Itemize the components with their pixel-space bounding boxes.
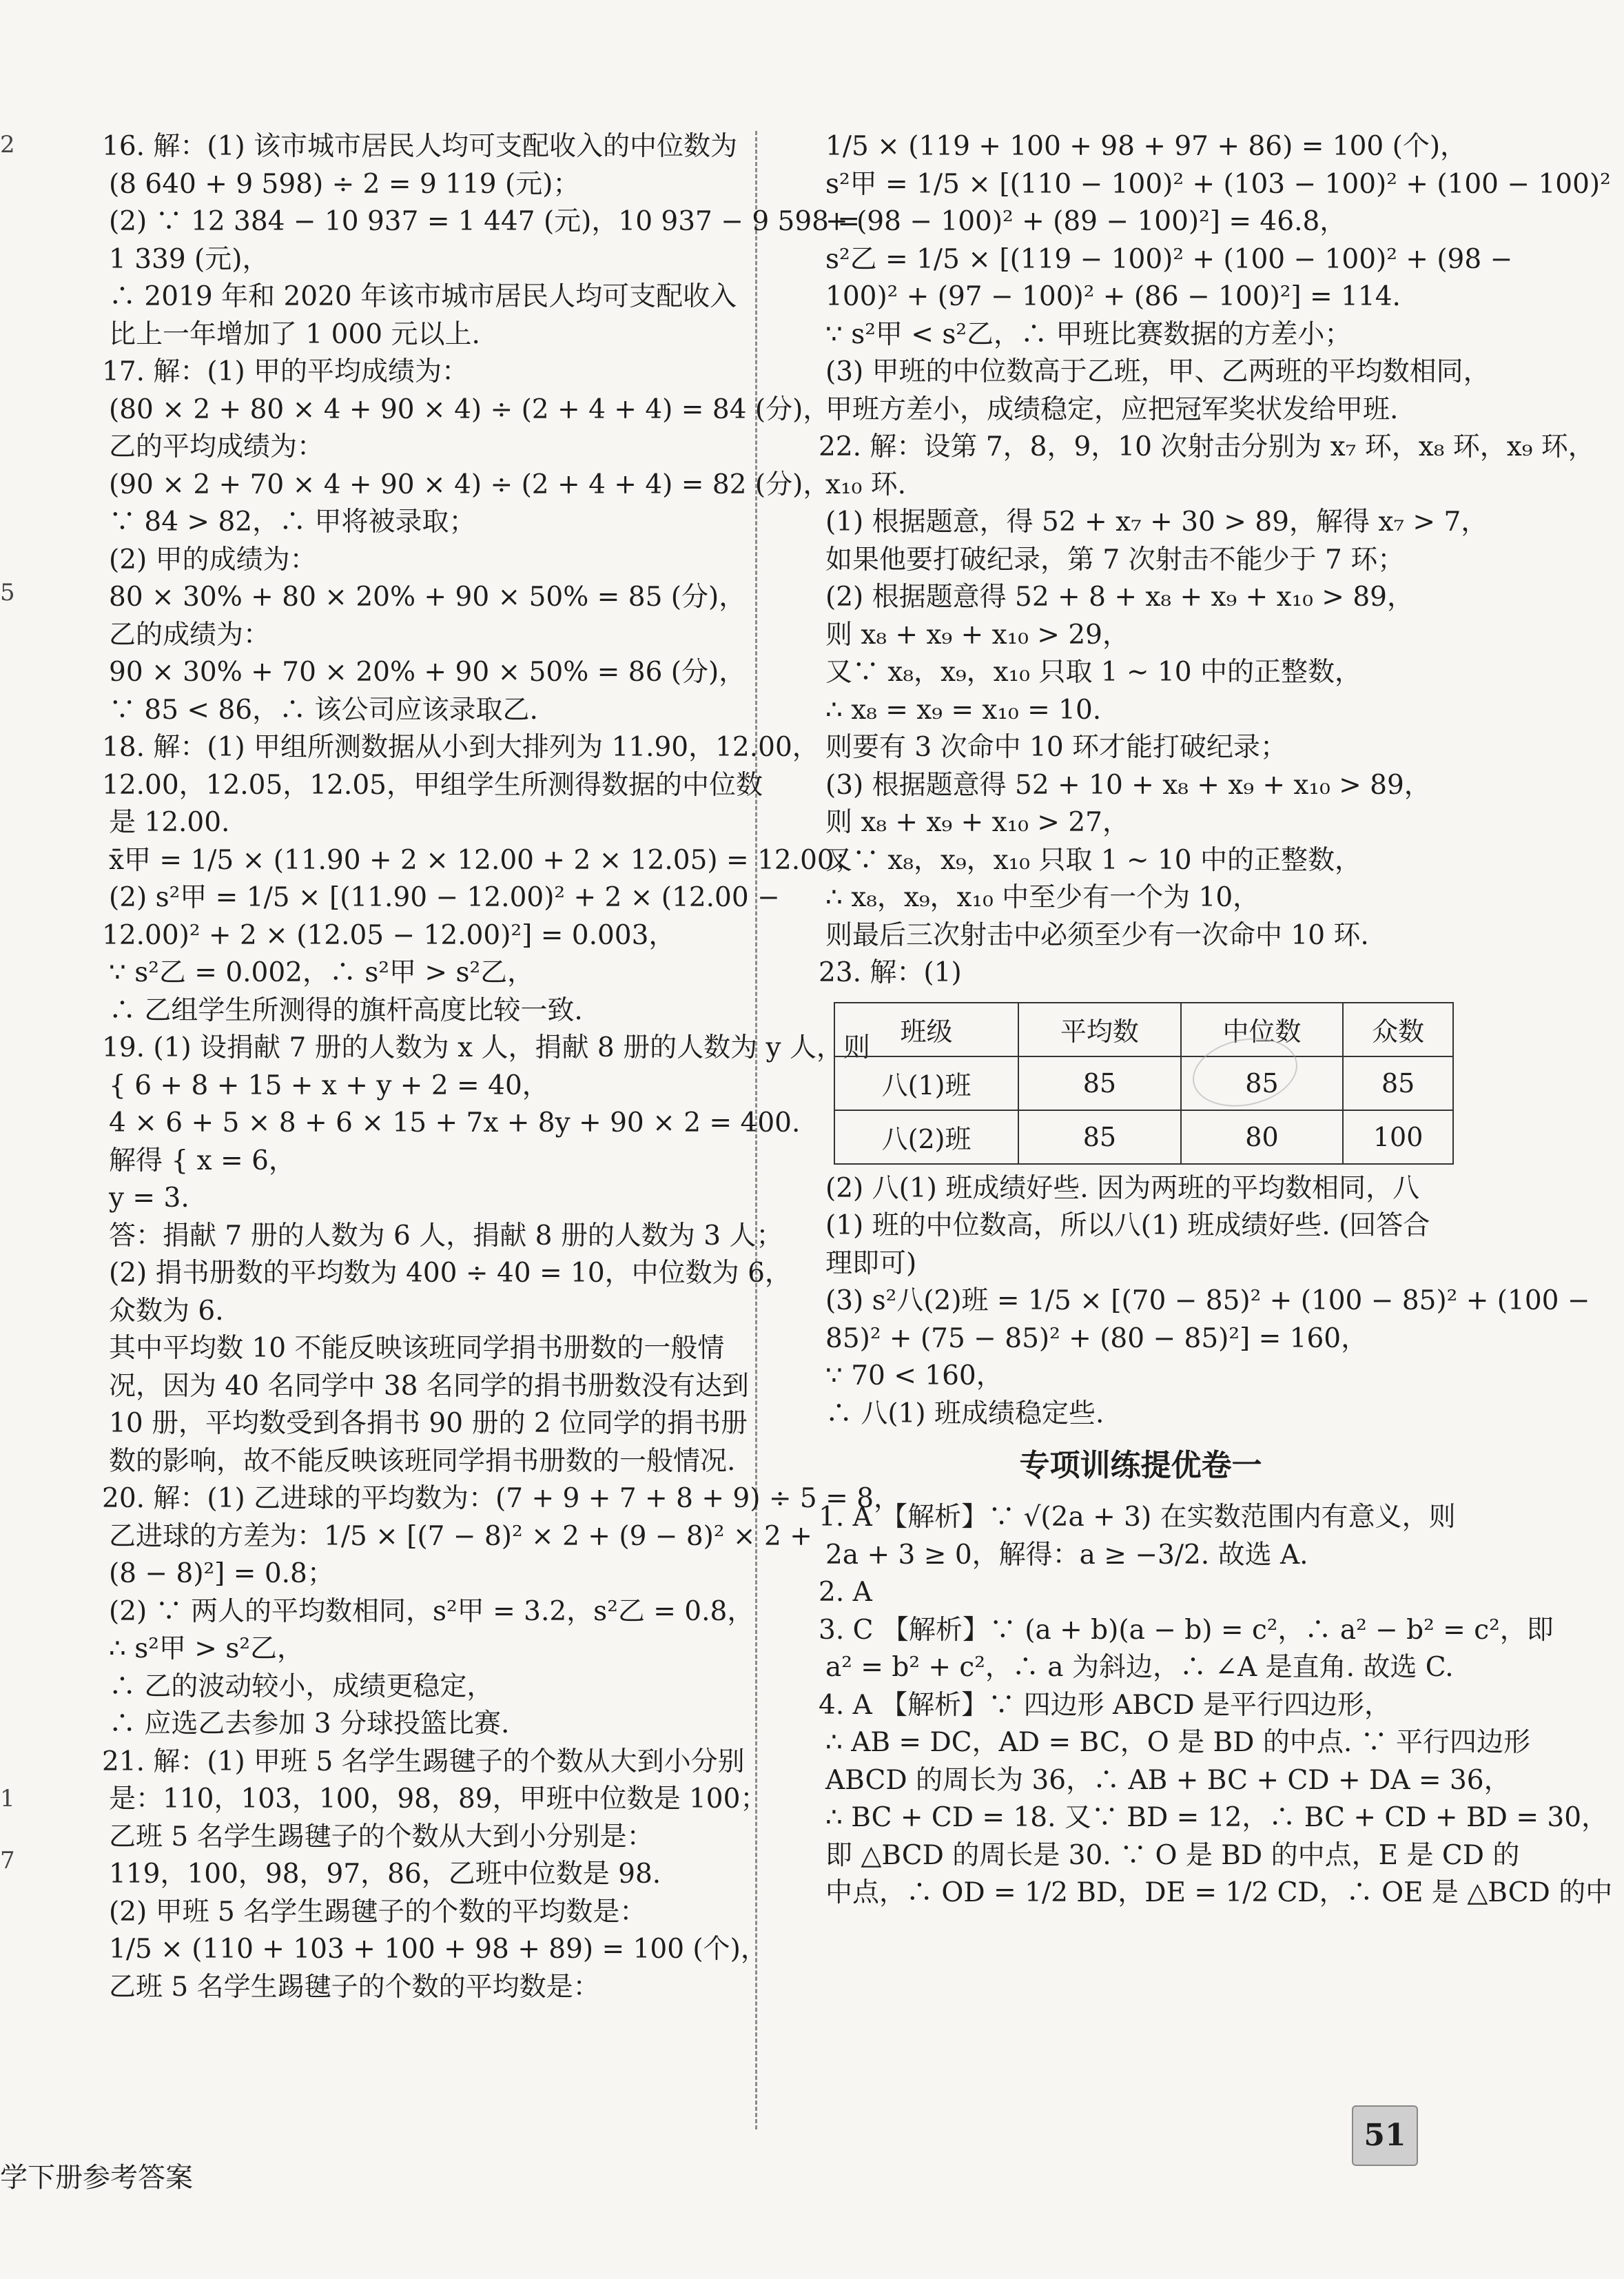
text-line: ∴ 应选乙去参加 3 分球投篮比赛. [109,1708,510,1739]
text-line: (90 × 2 + 70 × 4 + 90 × 4) ÷ (2 + 4 + 4) = 82 (分)， [109,469,830,500]
text-line: y = 3. [109,1183,189,1214]
text-line: 乙进球的方差为：1/5 × [(7 − 8)² × 2 + (9 − 8)² × 2 + [109,1520,812,1552]
text-line: 是 12.00. [109,807,230,838]
text-line: (2) s²甲 = 1/5 × [(11.90 − 12.00)² + 2 × (12.00 − [109,882,780,913]
header-cell: 中位数 [1181,1003,1344,1056]
text-line: ∴ x₈ = x₉ = x₁₀ = 10. [825,694,1102,726]
text-line: (3) 根据题意得 52 + 10 + x₈ + x₉ + x₁₀ > 89， [825,769,1431,801]
text-line: ∴ 八(1) 班成绩稳定些. [825,1398,1104,1429]
text-line: (2) ∵ 两人的平均数相同，s²甲 = 3.2，s²乙 = 0.8， [109,1595,754,1627]
edge-mark: 1 [0,1785,15,1812]
text-line: 80 × 30% + 80 × 20% + 90 × 50% = 85 (分)， [109,582,746,613]
text-line: (8 640 + 9 598) ÷ 2 = 9 119 (元)； [109,168,580,200]
text-line: 其中平均数 10 不能反映该班同学捐书册数的一般情 [109,1333,725,1364]
table-cell: 八(1)班 [834,1056,1018,1110]
text-line: 乙的平均成绩为： [109,431,325,462]
text-line: 乙的成绩为： [109,619,271,651]
table-cell: 80 [1181,1110,1344,1164]
text-line: ∴ 乙的波动较小，成绩更稳定， [109,1670,494,1702]
text-line: ∵ s²乙 = 0.002，∴ s²甲 > s²乙， [109,957,535,988]
text-line: (2) 甲的成绩为： [109,544,317,575]
text-line: ∴ 2019 年和 2020 年该市城市居民人均可支配收入 [109,281,737,312]
right-mid-lines [819,1170,1590,1433]
section-title: 专项训练提优卷一 [1019,1448,1262,1483]
table-cell: 85 [1018,1056,1181,1110]
text-line: 乙班 5 名学生踢毽子的个数的平均数是： [109,1971,600,2003]
text-line: 况，因为 40 名同学中 38 名同学的捐书册数没有达到 [109,1370,749,1402]
text-line: 1/5 × (119 + 100 + 98 + 97 + 86) = 100 (个)， [825,131,1468,162]
text-line: 又∵ x₈，x₉，x₁₀ 只取 1 ~ 10 中的正整数， [825,844,1362,876]
text-line: 16. 解：(1) 该市城市居民人均可支配收入的中位数为 [102,131,738,162]
text-line: 中点，∴ OD = 1/2 BD，DE = 1/2 CD，∴ OE 是 △BCD 的中 [825,1877,1613,1908]
header-cell: 平均数 [1018,1003,1181,1056]
text-line: 则 x₈ + x₉ + x₁₀ > 29， [825,619,1129,651]
text-line: 1 339 (元)， [109,243,269,275]
edge-mark: 2 [0,131,15,159]
text-line: 乙班 5 名学生踢毽子的个数从大到小分别是： [109,1821,654,1852]
text-line: 答：捐献 7 册的人数为 6 人，捐献 8 册的人数为 3 人； [109,1220,783,1251]
table-cell: 85 [1018,1110,1181,1164]
text-line: ∴ AB = DC，AD = BC，O 是 BD 的中点. ∵ 平行四边形 [825,1727,1531,1758]
text-line: 数的影响，故不能反映该班同学捐书册数的一般情况. [109,1445,736,1477]
text-line: 3. C 【解析】∵ (a + b)(a − b) = c²，∴ a² − b² = c²，即 [819,1614,1554,1646]
text-line: 23. 解：(1) [819,957,962,988]
text-line: 则要有 3 次命中 10 环才能打破纪录； [825,732,1288,763]
text-line: 19. (1) 设捐献 7 册的人数为 x 人，捐献 8 册的人数为 y 人，则 [102,1032,870,1063]
text-line: 2a + 3 ≥ 0，解得：a ≥ −3/2. 故选 A. [825,1539,1308,1571]
text-line: 解得 { x = 6， [109,1145,296,1176]
text-line: (8 − 8)²] = 0.8； [109,1558,334,1589]
text-line: 119，100，98，97，86，乙班中位数是 98. [109,1859,661,1890]
text-line: 12.00，12.05，12.05，甲组学生所测得数据的中位数 [102,769,763,801]
text-line: 22. 解：设第 7，8，9，10 次射击分别为 x₇ 环，x₈ 环，x₉ 环， [819,431,1595,462]
text-line: ∵ 85 < 86，∴ 该公司应该录取乙. [109,694,538,726]
text-line: 18. 解：(1) 甲组所测数据从小到大排列为 11.90，12.00， [102,732,819,763]
text-line: 则 x₈ + x₉ + x₁₀ > 27， [825,807,1129,838]
text-line: 20. 解：(1) 乙进球的平均数为：(7 + 9 + 7 + 8 + 9) ÷ 5 = 8， [102,1483,901,1514]
table-cell: 100 [1343,1110,1453,1164]
text-line: a² = b² + c²，∴ a 为斜边，∴ ∠A 是直角. 故选 C. [825,1652,1454,1683]
edge-mark: 5 [0,579,15,606]
text-line: (80 × 2 + 80 × 4 + 90 × 4) ÷ (2 + 4 + 4) = 84 (分)， [109,394,830,425]
page-number: 51 [1352,2105,1418,2166]
table-row [834,1110,1453,1164]
text-line: ∴ s²甲 > s²乙， [109,1633,304,1664]
text-line: s²乙 = 1/5 × [(119 − 100)² + (100 − 100)² + (98 − [825,243,1513,275]
text-line: (1) 班的中位数高，所以八(1) 班成绩好些. (回答合 [825,1210,1430,1241]
edge-mark: 7 [0,1847,15,1874]
text-line: x̄甲 = 1/5 × (11.90 + 2 × 12.00 + 2 × 12.05) = 12.00； [109,844,861,876]
text-line: 是：110，103，100，98，89，甲班中位数是 100； [109,1784,768,1815]
text-line: 2. A [819,1577,872,1608]
text-line: (2) 根据题意得 52 + 8 + x₈ + x₉ + x₁₀ > 89， [825,582,1414,613]
text-line: (2) 甲班 5 名学生踢毽子的个数的平均数是： [109,1896,647,1928]
table-header-row [834,1003,1453,1056]
text-line: 则最后三次射击中必须至少有一次命中 10 环. [825,919,1369,951]
right-bottom-lines [819,1499,1613,1912]
text-line: 90 × 30% + 70 × 20% + 90 × 50% = 86 (分)， [109,657,746,688]
text-line: ∴ x₈，x₉，x₁₀ 中至少有一个为 10， [825,882,1260,913]
text-line: 4 × 6 + 5 × 8 + 6 × 15 + 7x + 8y + 90 × 2 = 400. [109,1107,801,1138]
table-cell: 八(2)班 [834,1110,1018,1164]
text-line: + (98 − 100)² + (89 − 100)²] = 46.8， [825,206,1347,237]
text-line: 比上一年增加了 1 000 元以上. [109,318,480,350]
text-line: ∵ 70 < 160， [825,1360,1003,1391]
text-line: 21. 解：(1) 甲班 5 名学生踢毽子的个数从大到小分别 [102,1746,745,1777]
header-cell: 班级 [834,1003,1018,1056]
text-line: 85)² + (75 − 85)² + (80 − 85)²] = 160， [825,1322,1368,1354]
text-line: ∵ 84 > 82，∴ 甲将被录取； [109,507,476,538]
text-line: 又∵ x₈，x₉，x₁₀ 只取 1 ~ 10 中的正整数， [825,657,1362,688]
text-line: ∵ s²甲 < s²乙，∴ 甲班比赛数据的方差小； [825,318,1352,350]
text-line: (2) 捐书册数的平均数为 400 ÷ 40 = 10，中位数为 6， [109,1258,792,1289]
table-row [834,1056,1453,1110]
text-line: 4. A 【解析】∵ 四边形 ABCD 是平行四边形， [819,1689,1392,1721]
text-line: (2) 八(1) 班成绩好些. 因为两班的平均数相同，八 [825,1172,1420,1204]
right-column [819,128,1613,1912]
text-line: (1) 根据题意，得 52 + x₇ + 30 > 89，解得 x₇ > 7， [825,507,1488,538]
text-line: 12.00)² + 2 × (12.05 − 12.00)²] = 0.003， [102,919,676,951]
text-line: 甲班方差小，成绩稳定，应把冠军奖状发给甲班. [825,394,1399,425]
text-line: ABCD 的周长为 36，∴ AB + BC + CD + DA = 36， [825,1764,1511,1796]
header-cell: 众数 [1343,1003,1453,1056]
text-line: (3) 甲班的中位数高于乙班，甲、乙两班的平均数相同， [825,356,1490,387]
text-line: 如果他要打破纪录，第 7 次射击不能少于 7 环； [825,544,1405,575]
text-line: 17. 解：(1) 甲的平均成绩为： [102,356,469,387]
footer-text: 学下册参考答案 [0,2162,193,2194]
text-line: 1. A 【解析】∵ √(2a + 3) 在实数范围内有意义，则 [819,1502,1456,1533]
right-top-lines [819,128,1611,992]
text-line: (3) s²八(2)班 = 1/5 × [(70 − 85)² + (100 − 85)² + (100 − [825,1285,1590,1316]
text-line: 100)² + (97 − 100)² + (86 − 100)²] = 114. [825,281,1401,312]
text-line: s²甲 = 1/5 × [(110 − 100)² + (103 − 100)² + (100 − 100)² [825,168,1611,200]
table-cell: 85 [1343,1056,1453,1110]
text-line: x₁₀ 环. [825,469,907,500]
text-line: (2) ∵ 12 384 − 10 937 = 1 447 (元)，10 937 − 9 598 = [109,206,861,237]
table-cell: 85 [1181,1056,1344,1110]
text-line: 理即可) [825,1247,917,1279]
text-line: 10 册，平均数受到各捐书 90 册的 2 位同学的捐书册 [109,1408,748,1439]
text-line: { 6 + 8 + 15 + x + y + 2 = 40， [109,1070,549,1101]
statistics-table [834,1002,1454,1165]
text-line: 1/5 × (110 + 103 + 100 + 98 + 89) = 100 (个)， [109,1934,768,1965]
text-line: ∴ BC + CD = 18. 又∵ BD = 12，∴ BC + CD + BD = 30， [825,1802,1609,1833]
text-line: ∴ 乙组学生所测得的旗杆高度比较一致. [109,994,583,1026]
text-line: 众数为 6. [109,1295,224,1327]
text-line: 即 △BCD 的周长是 30. ∵ O 是 BD 的中点，E 是 CD 的 [825,1839,1520,1871]
